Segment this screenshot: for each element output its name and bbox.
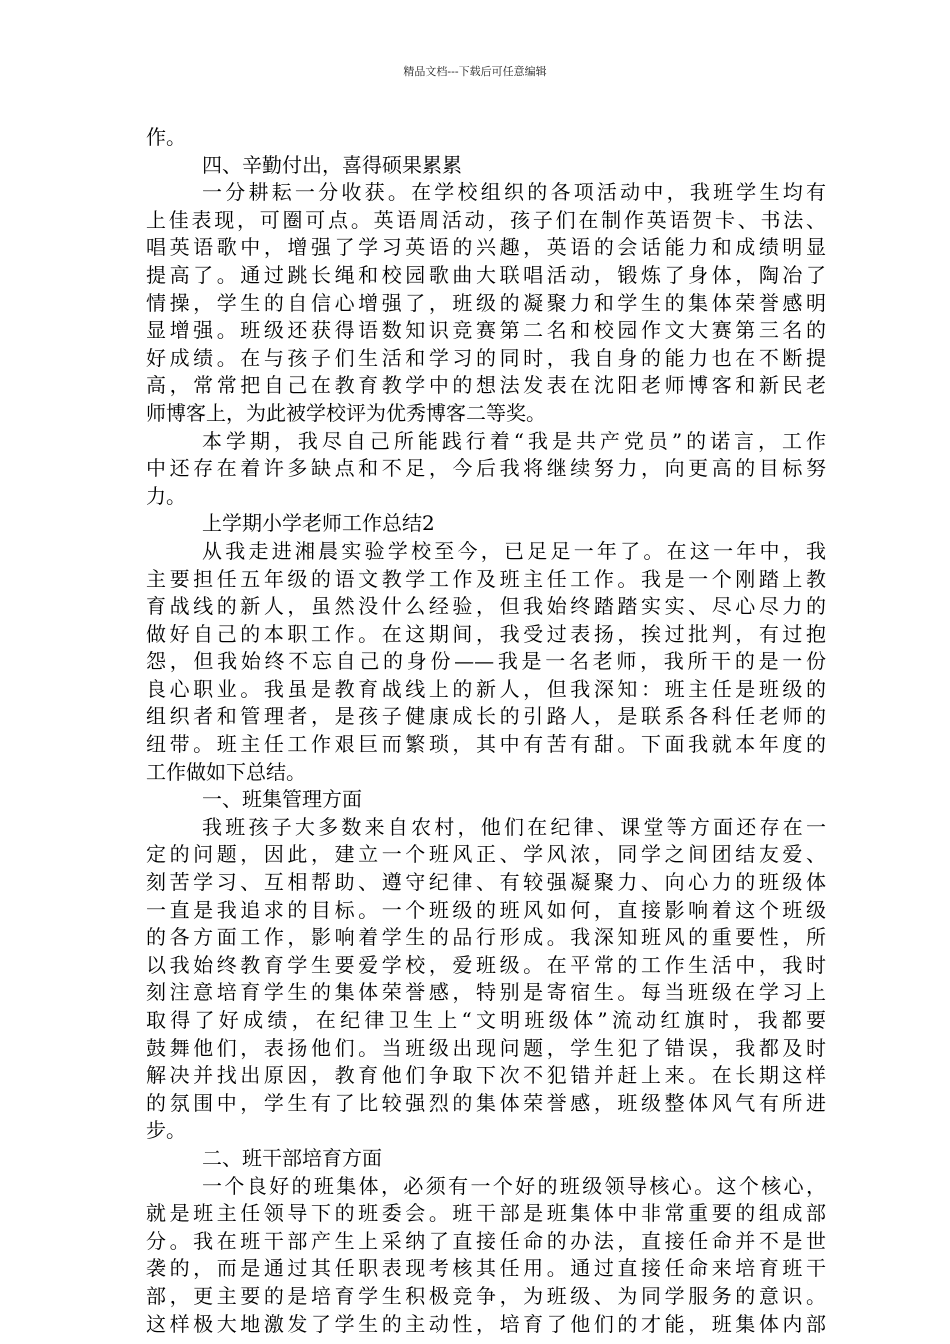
- text-line: 怨，但我始终不忘自己的身份——我是一名老师，我所干的是一份: [146, 649, 826, 674]
- text-line: 刻苦学习、互相帮助、遵守纪律、有较强凝聚力、向心力的班级体: [146, 870, 826, 895]
- text-line: 的氛围中，学生有了比较强烈的集体荣誉感，班级整体风气有所进: [146, 1090, 826, 1115]
- text-line: 一分耕耘一分收获。在学校组织的各项活动中，我班学生均有: [202, 180, 826, 205]
- text-line: 主要担任五年级的语文教学工作及班主任工作。我是一个刚踏上教: [146, 566, 826, 591]
- page-header: 精品文档---下载后可任意编辑: [403, 65, 547, 78]
- text-line: 以我始终教育学生要爱学校，爱班级。在平常的工作生活中，我时: [146, 952, 826, 977]
- text-line: 一个良好的班集体，必须有一个好的班级领导核心。这个核心，: [202, 1173, 826, 1198]
- text-line: 工作做如下总结。: [146, 759, 306, 784]
- text-line: 一直是我追求的目标。一个班级的班风如何，直接影响着这个班级: [146, 897, 826, 922]
- text-line: 二、班干部培育方面: [202, 1145, 382, 1170]
- text-line: 育战线的新人，虽然没什么经验，但我始终踏踏实实、尽心尽力的: [146, 594, 826, 619]
- text-line: 上学期小学老师工作总结2: [202, 511, 435, 536]
- text-line: 袭的，而是通过其任职表现考核其任用。通过直接任命来培育班干: [146, 1256, 826, 1281]
- text-line: 鼓舞他们，表扬他们。当班级出现问题，学生犯了错误，我都及时: [146, 1035, 826, 1060]
- text-line: 部，更主要的是培育学生积极竞争，为班级、为同学服务的意识。: [146, 1283, 826, 1308]
- text-line: 上佳表现，可圈可点。英语周活动，孩子们在制作英语贺卡、书法、: [146, 207, 826, 232]
- text-line: 刻注意培育学生的集体荣誉感，特别是寄宿生。每当班级在学习上: [146, 980, 826, 1005]
- text-line: 取得了好成绩，在纪律卫生上“文明班级体”流动红旗时，我都要: [146, 1008, 826, 1032]
- document-body: [146, 124, 826, 1338]
- text-line: 唱英语歌中，增强了学习英语的兴趣，英语的会话能力和成绩明显: [146, 235, 826, 260]
- text-line: 显增强。班级还获得语数知识竞赛第二名和校园作文大赛第三名的: [146, 318, 826, 343]
- text-line: 本学期，我尽自己所能践行着“我是共产党员”的诺言，工作: [202, 428, 826, 453]
- text-line: 提高了。通过跳长绳和校园歌曲大联唱活动，锻炼了身体，陶冶了: [146, 262, 826, 287]
- text-line: 良心职业。我虽是教育战线上的新人，但我深知：班主任是班级的: [146, 676, 826, 701]
- text-line: 就是班主任领导下的班委会。班干部是班集体中非常重要的组成部: [146, 1201, 826, 1226]
- text-line: 一、班集管理方面: [202, 787, 362, 812]
- text-line: 的各方面工作，影响着学生的品行形成。我深知班风的重要性，所: [146, 925, 826, 950]
- text-line: 从我走进湘晨实验学校至今，已足足一年了。在这一年中，我: [202, 538, 826, 563]
- text-line: 四、辛勤付出，喜得硕果累累: [202, 152, 462, 177]
- text-line: 步。: [146, 1118, 186, 1143]
- text-line: 解决并找出原因，教育他们争取下次不犯错并赶上来。在长期这样: [146, 1063, 826, 1088]
- text-line: 分。我在班干部产生上采纳了直接任命的办法，直接任命并不是世: [146, 1228, 826, 1253]
- text-line: 高，常常把自己在教育教学中的想法发表在沈阳老师博客和新民老: [146, 373, 826, 398]
- text-line: 做好自己的本职工作。在这期间，我受过表扬，挨过批判，有过抱: [146, 621, 826, 646]
- text-line: 我班孩子大多数来自农村，他们在纪律、课堂等方面还存在一: [202, 814, 826, 839]
- text-line: 好成绩。在与孩子们生活和学习的同时，我自身的能力也在不断提: [146, 345, 826, 370]
- text-line: 作。: [146, 125, 186, 149]
- text-line: 力。: [146, 483, 186, 508]
- text-line: 情操，学生的自信心增强了，班级的凝聚力和学生的集体荣誉感明: [146, 290, 826, 315]
- text-line: 纽带。班主任工作艰巨而繁琐，其中有苦有甜。下面我就本年度的: [146, 732, 826, 757]
- text-line: 定的问题，因此，建立一个班风正、学风浓，同学之间团结友爱、: [146, 842, 826, 867]
- text-line: 师博客上，为此被学校评为优秀博客二等奖。: [146, 400, 546, 425]
- text-line: 这样极大地激发了学生的主动性，培育了他们的才能，班集体内部: [146, 1311, 826, 1336]
- text-line: 组织者和管理者，是孩子健康成长的引路人，是联系各科任老师的: [146, 704, 826, 729]
- text-line: 中还存在着许多缺点和不足，今后我将继续努力，向更高的目标努: [146, 456, 826, 481]
